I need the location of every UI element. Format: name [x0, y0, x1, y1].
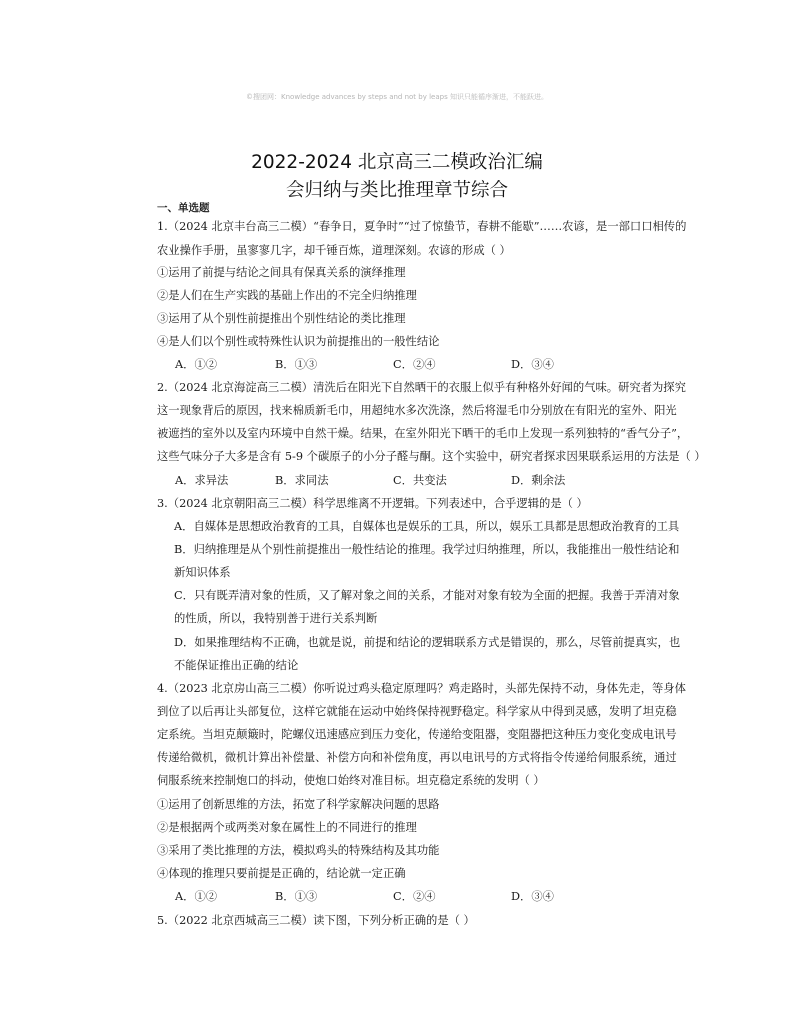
- q4-option-d[interactable]: D．③④: [511, 890, 554, 903]
- q2-option-a[interactable]: A．求异法: [175, 474, 229, 487]
- q4-statement-4: ④体现的推理只要前提是正确的，结论就一定正确: [157, 867, 406, 880]
- q1-option-c[interactable]: C．②④: [393, 358, 436, 371]
- q1-option-a[interactable]: A．①②: [175, 358, 218, 371]
- q3-option-b-cont: 新知识体系: [174, 566, 231, 579]
- watermark: ©搜团网：Knowledge advances by steps and not by leaps 知识只能循序渐进，不能跃进。: [246, 93, 548, 101]
- q1-statement-4: ④是人们以个别性或特殊性认识为前提推出的一般性结论: [157, 335, 440, 348]
- q2-stem-line-2: 这一现象背后的原因，找来棉质新毛巾，用超纯水多次洗涤，然后将湿毛巾分别放在有阳光的室外、阳光: [157, 404, 677, 417]
- q1-option-b[interactable]: B．①③: [275, 358, 318, 371]
- q1-statement-2: ②是人们在生产实践的基础上作出的不完全归纳推理: [157, 289, 417, 302]
- q2-stem-line-3: 被遮挡的室外以及室内环境中自然干燥。结果，在室外阳光下晒干的毛巾上发现一系列独特的“香气分子”，: [157, 427, 689, 440]
- q2-option-b[interactable]: B．求同法: [275, 474, 329, 487]
- q3-option-a[interactable]: A．自媒体是思想政治教育的工具，自媒体也是娱乐的工具，所以，娱乐工具都是思想政治教育的工具: [174, 520, 680, 533]
- q2-option-d[interactable]: D．剩余法: [511, 474, 566, 487]
- q4-statement-2: ②是根据两个或两类对象在属性上的不同进行的推理: [157, 821, 417, 834]
- q3-option-c-cont: 的性质，所以，我特别善于进行关系判断: [174, 612, 378, 625]
- q4-option-b[interactable]: B．①③: [275, 890, 318, 903]
- q4-option-c[interactable]: C．②④: [393, 890, 436, 903]
- q1-stem-line-1: 1.（2024 北京丰台高三二模）“春争日，夏争时”“过了惊蛰节，春耕不能歇”……农谚，是一部口口相传的: [157, 220, 687, 233]
- q4-stem-line-3: 定系统。当坦克颠簸时，陀螺仪迅速感应到压力变化，传递给变阻器，变阻器把这种压力变化变成电讯号: [157, 728, 677, 741]
- q4-stem-line-5: 伺服系统来控制炮口的抖动，使炮口始终对准目标。坦克稳定系统的发明（ ）: [157, 774, 545, 787]
- q1-option-d[interactable]: D．③④: [511, 358, 554, 371]
- q4-statement-3: ③采用了类比推理的方法，模拟鸡头的特殊结构及其功能: [157, 844, 440, 857]
- q1-statement-3: ③运用了从个别性前提推出个别性结论的类比推理: [157, 312, 406, 325]
- q4-stem-line-2: 到位了以后再让头部复位，这样它就能在运动中始终保持视野稳定。科学家从中得到灵感，发明了坦克稳: [157, 705, 677, 718]
- page-subtitle: 会归纳与类比推理章节综合: [285, 180, 508, 201]
- q2-stem-line-4: 这些气味分子大多是含有 5-9 个碳原子的小分子醛与酮。这个实验中，研究者探求因果联系运用的方法是（ ）: [157, 450, 706, 463]
- q3-option-b[interactable]: B．归纳推理是从个别性前提推出一般性结论的推理。我学过归纳推理，所以，我能推出一般性结论和: [174, 543, 680, 556]
- page-title: 2022-2024 北京高三二模政治汇编: [251, 152, 543, 173]
- q4-statement-1: ①运用了创新思维的方法，拓宽了科学家解决问题的思路: [157, 798, 440, 811]
- q2-stem-line-1: 2.（2024 北京海淀高三二模）清洗后在阳光下自然晒干的衣服上似乎有种格外好闻的气味。研究者为探究: [157, 381, 686, 394]
- q4-option-a[interactable]: A．①②: [175, 890, 218, 903]
- q5-stem-line-1: 5.（2022 北京西城高三二模）读下图，下列分析正确的是（ ）: [157, 914, 475, 927]
- q3-stem-line-1: 3.（2024 北京朝阳高三二模）科学思维离不开逻辑。下列表述中，合乎逻辑的是（ ）: [157, 497, 588, 510]
- q1-stem-line-2: 农业操作手册，虽寥寥几字，却千锤百炼，道理深刻。农谚的形成（ ）: [157, 244, 511, 257]
- q1-statement-1: ①运用了前提与结论之间具有保真关系的演绎推理: [157, 266, 406, 279]
- q3-option-c[interactable]: C．只有既弄清对象的性质，又了解对象之间的关系，才能对对象有较为全面的把握。我善于弄清对象: [174, 589, 680, 602]
- section-heading: 一、单选题: [157, 202, 210, 214]
- q3-option-d[interactable]: D．如果推理结构不正确，也就是说，前提和结论的逻辑联系方式是错误的，那么，尽管前提真实，也: [174, 636, 681, 649]
- q4-stem-line-1: 4.（2023 北京房山高三二模）你听说过鸡头稳定原理吗？鸡走路时，头部先保持不动，身体先走，等身体: [157, 682, 686, 695]
- q2-option-c[interactable]: C．共变法: [393, 474, 447, 487]
- q4-stem-line-4: 传递给微机，微机计算出补偿量、补偿方向和补偿角度，再以电讯号的方式将指令传递给伺服系统，通过: [157, 751, 677, 764]
- q3-option-d-cont: 不能保证推出正确的结论: [174, 659, 299, 672]
